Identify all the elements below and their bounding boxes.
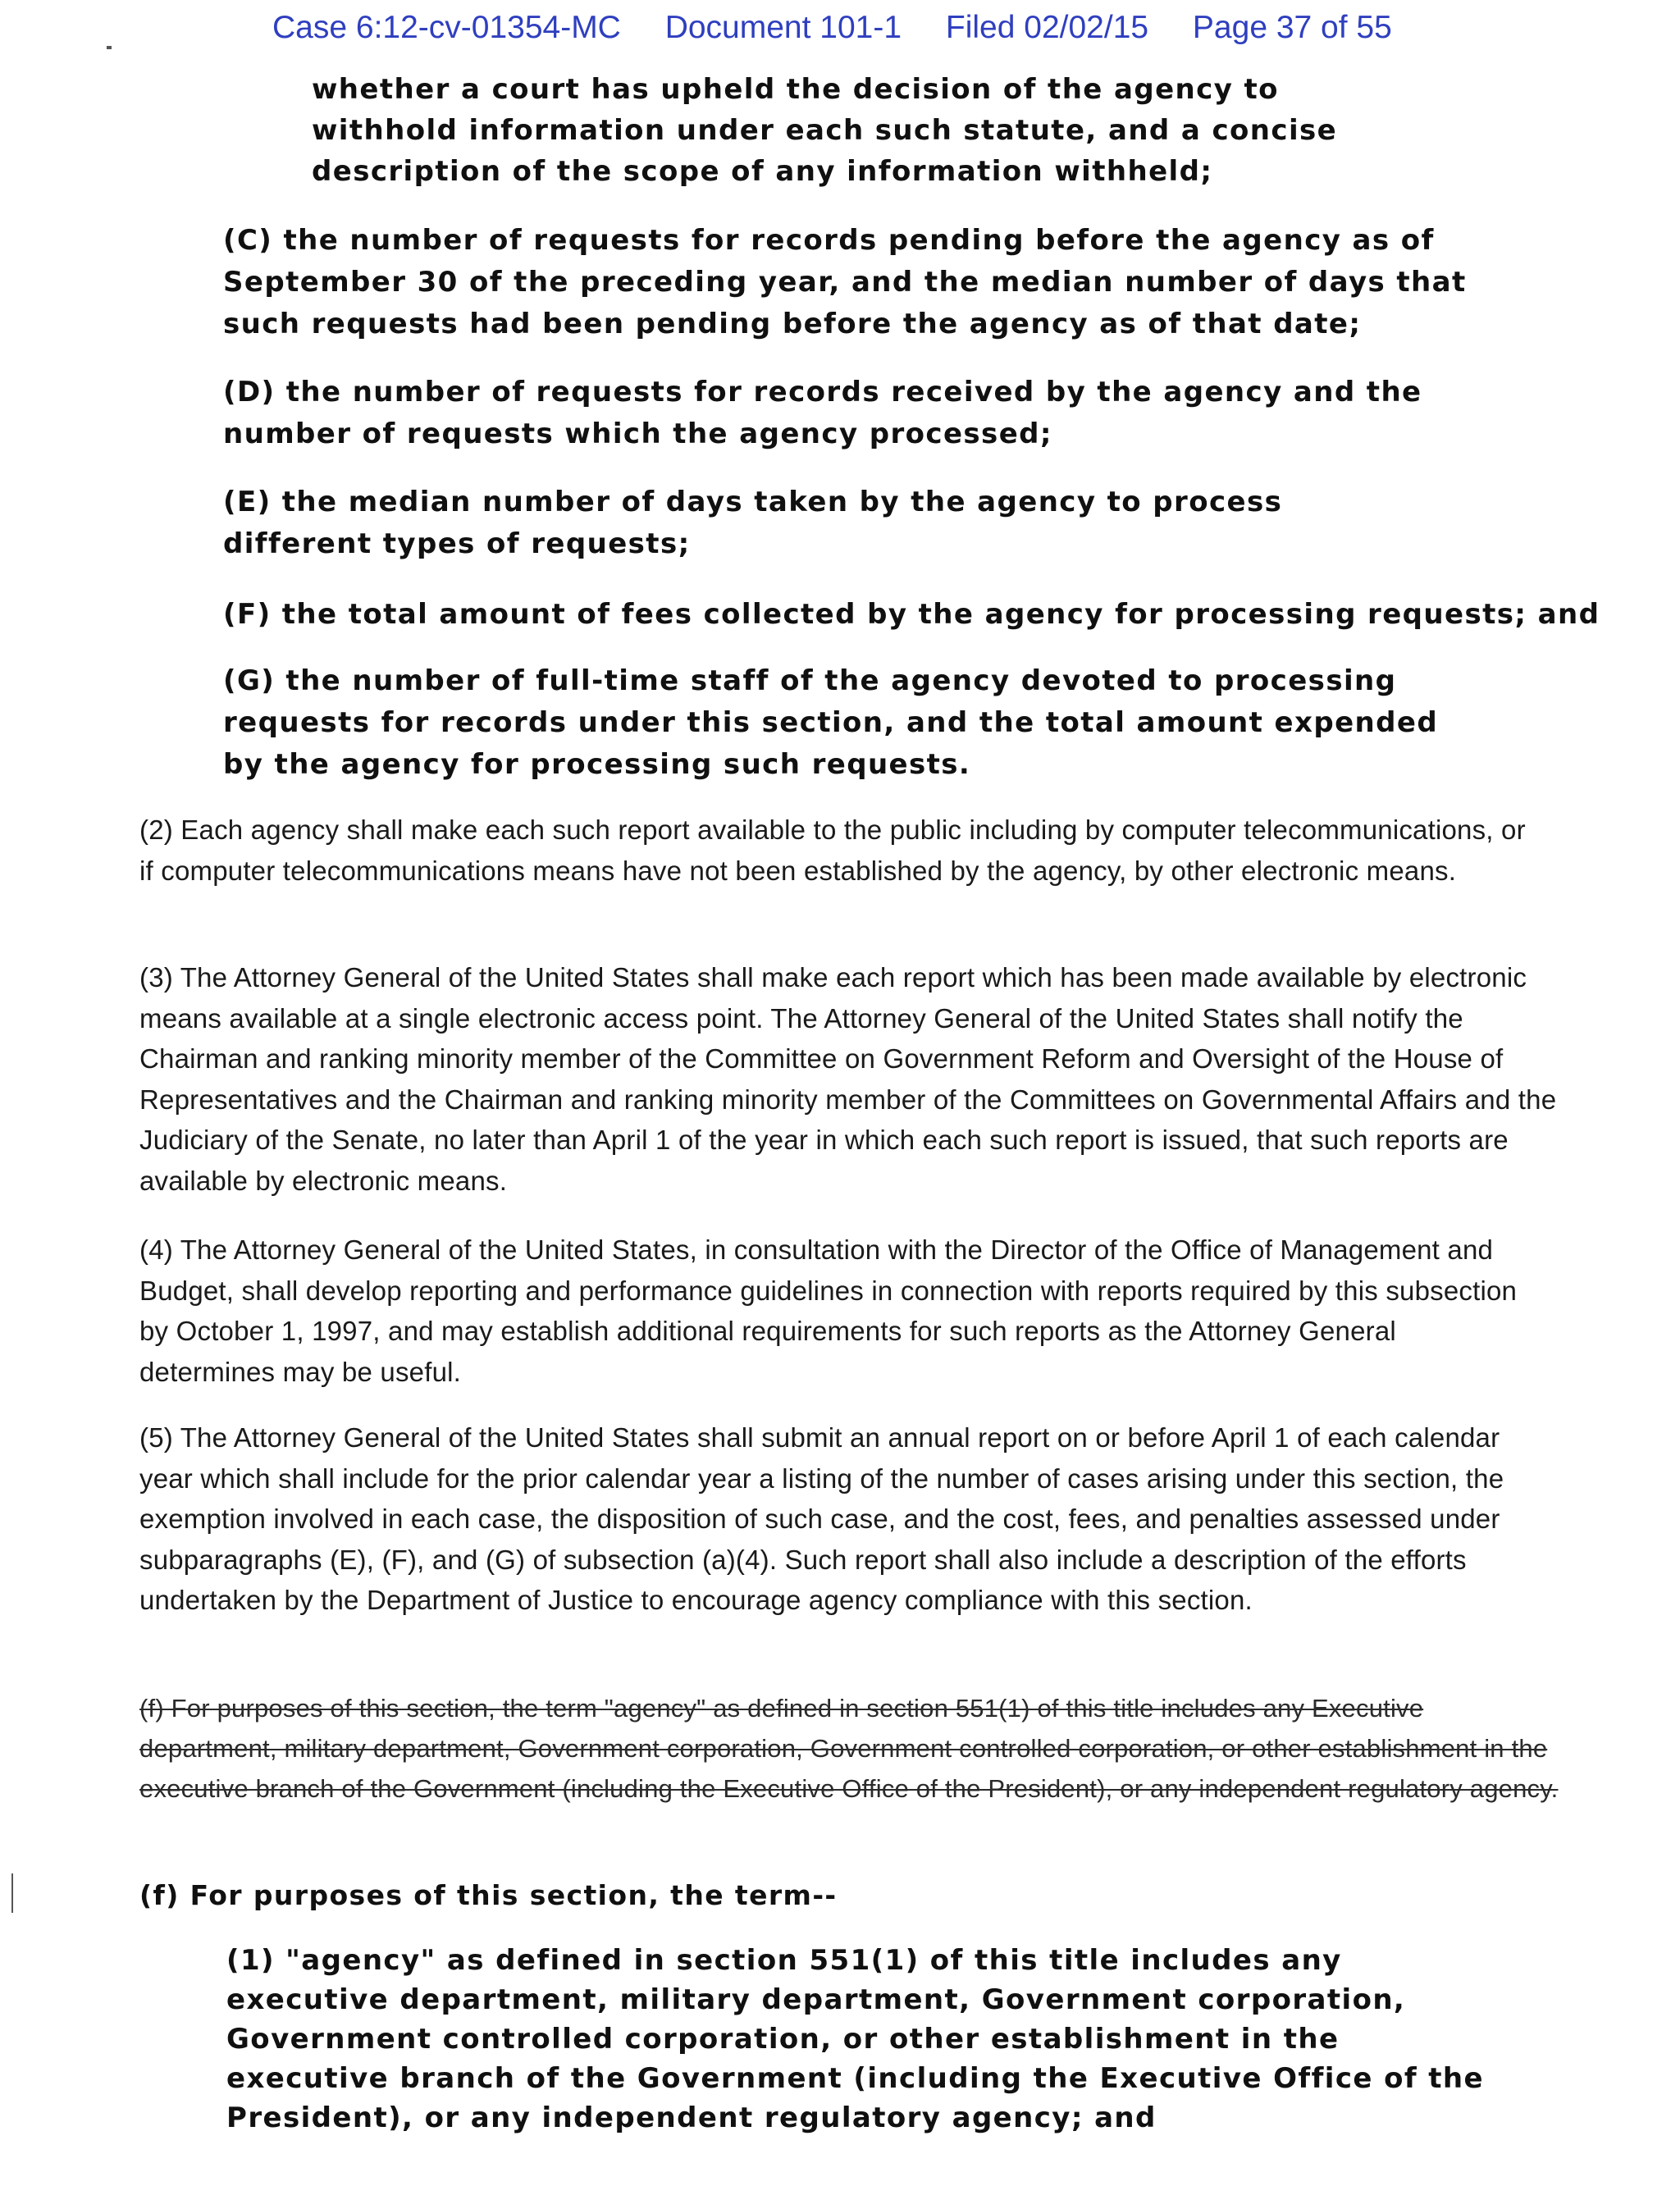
scan-artifact-mark [11,1873,13,1913]
paragraph-f-fees: (F) the total amount of fees collected by the agency for processing requests; and [223,598,1600,631]
paragraph-g: (G) the number of full-time staff of the agency devoted to processing requests for records under this section, and the total amount expended by the agency for processing such requests. [223,664,1439,781]
paragraph-d: (D) the number of requests for records received by the agency and the number of requests which the agency processed; [223,376,1422,450]
paragraph-b-continuation: whether a court has upheld the decision of the agency to withhold information under each such statute, and a concise description of the scope of any information withheld; [312,73,1338,188]
paragraph-4: (4) The Attorney General of the United States, in consultation with the Director of the Office of Management and Budget, shall develop reporting and performance guidelines in connection with reports required by this subsection by October 1, 1997, and may establish additional requirements for such reports as the Attorney General determines may be useful. [139,1234,1518,1387]
paragraph-f-new: (f) For purposes of this section, the term-- [139,1879,838,1911]
paragraph-c: (C) the number of requests for records pending before the agency as of September 30 of the preceding year, and the median number of days that such requests had been pending before the agency as of that date; [223,224,1467,340]
paragraph-e: (E) the median number of days taken by the agency to process different types of requests; [223,486,1283,560]
scan-artifact-speck [107,46,112,49]
paragraph-3: (3) The Attorney General of the United States shall make each report which has been made available by electronic means available at a single electronic access point. The Attorney General of the United States shall notify the Chairman and ranking minority member of the Committee on Government Reform and Oversight of the House of Representatives and the Chairman and ranking minority member of the Committees on Governmental Affairs and the Judiciary of the Senate, no later than April 1 of the year in which each such report is issued, that such reports are available by electronic means. [139,962,1557,1196]
paragraph-f-struck-out: (f) For purposes of this section, the term "agency" as defined in section 551(1) of this title includes any Executive department, military department, Government corporation, Government controlled corporation, or other establishment in the executive branch of the Government (including the Executive Office of the President), or any independent regulatory agency. [139,1694,1559,1803]
page-number: Page 37 of 55 [1192,10,1392,45]
case-header [272,10,1392,46]
paragraph-5: (5) The Attorney General of the United States shall submit an annual report on or before April 1 of each calendar year which shall include for the prior calendar year a listing of the number of cases arising under this section, the exemption involved in each case, the disposition of such case, and the cost, fees, and penalties assessed under subparagraphs (E), (F), and (G) of subsection (a)(4). Such report shall also include a description of the efforts undertaken by the Department of Justice to encourage agency compliance with this section. [139,1422,1504,1615]
paragraph-f-1: (1) "agency" as defined in section 551(1) of this title includes any executive department, military department, Government corporation, Government controlled corporation, or other establishment in the executive branch of the Government (including the Executive Office of the President), or any independent regulatory agency; and [226,1944,1484,2134]
case-number: Case 6:12-cv-01354-MC [272,10,621,45]
document-number: Document 101-1 [664,10,902,45]
paragraph-2: (2) Each agency shall make each such report available to the public including by computer telecommunications, or if computer telecommunications means have not been established by the agency, by other electronic means. [139,815,1526,886]
filed-date: Filed 02/02/15 [945,10,1149,45]
